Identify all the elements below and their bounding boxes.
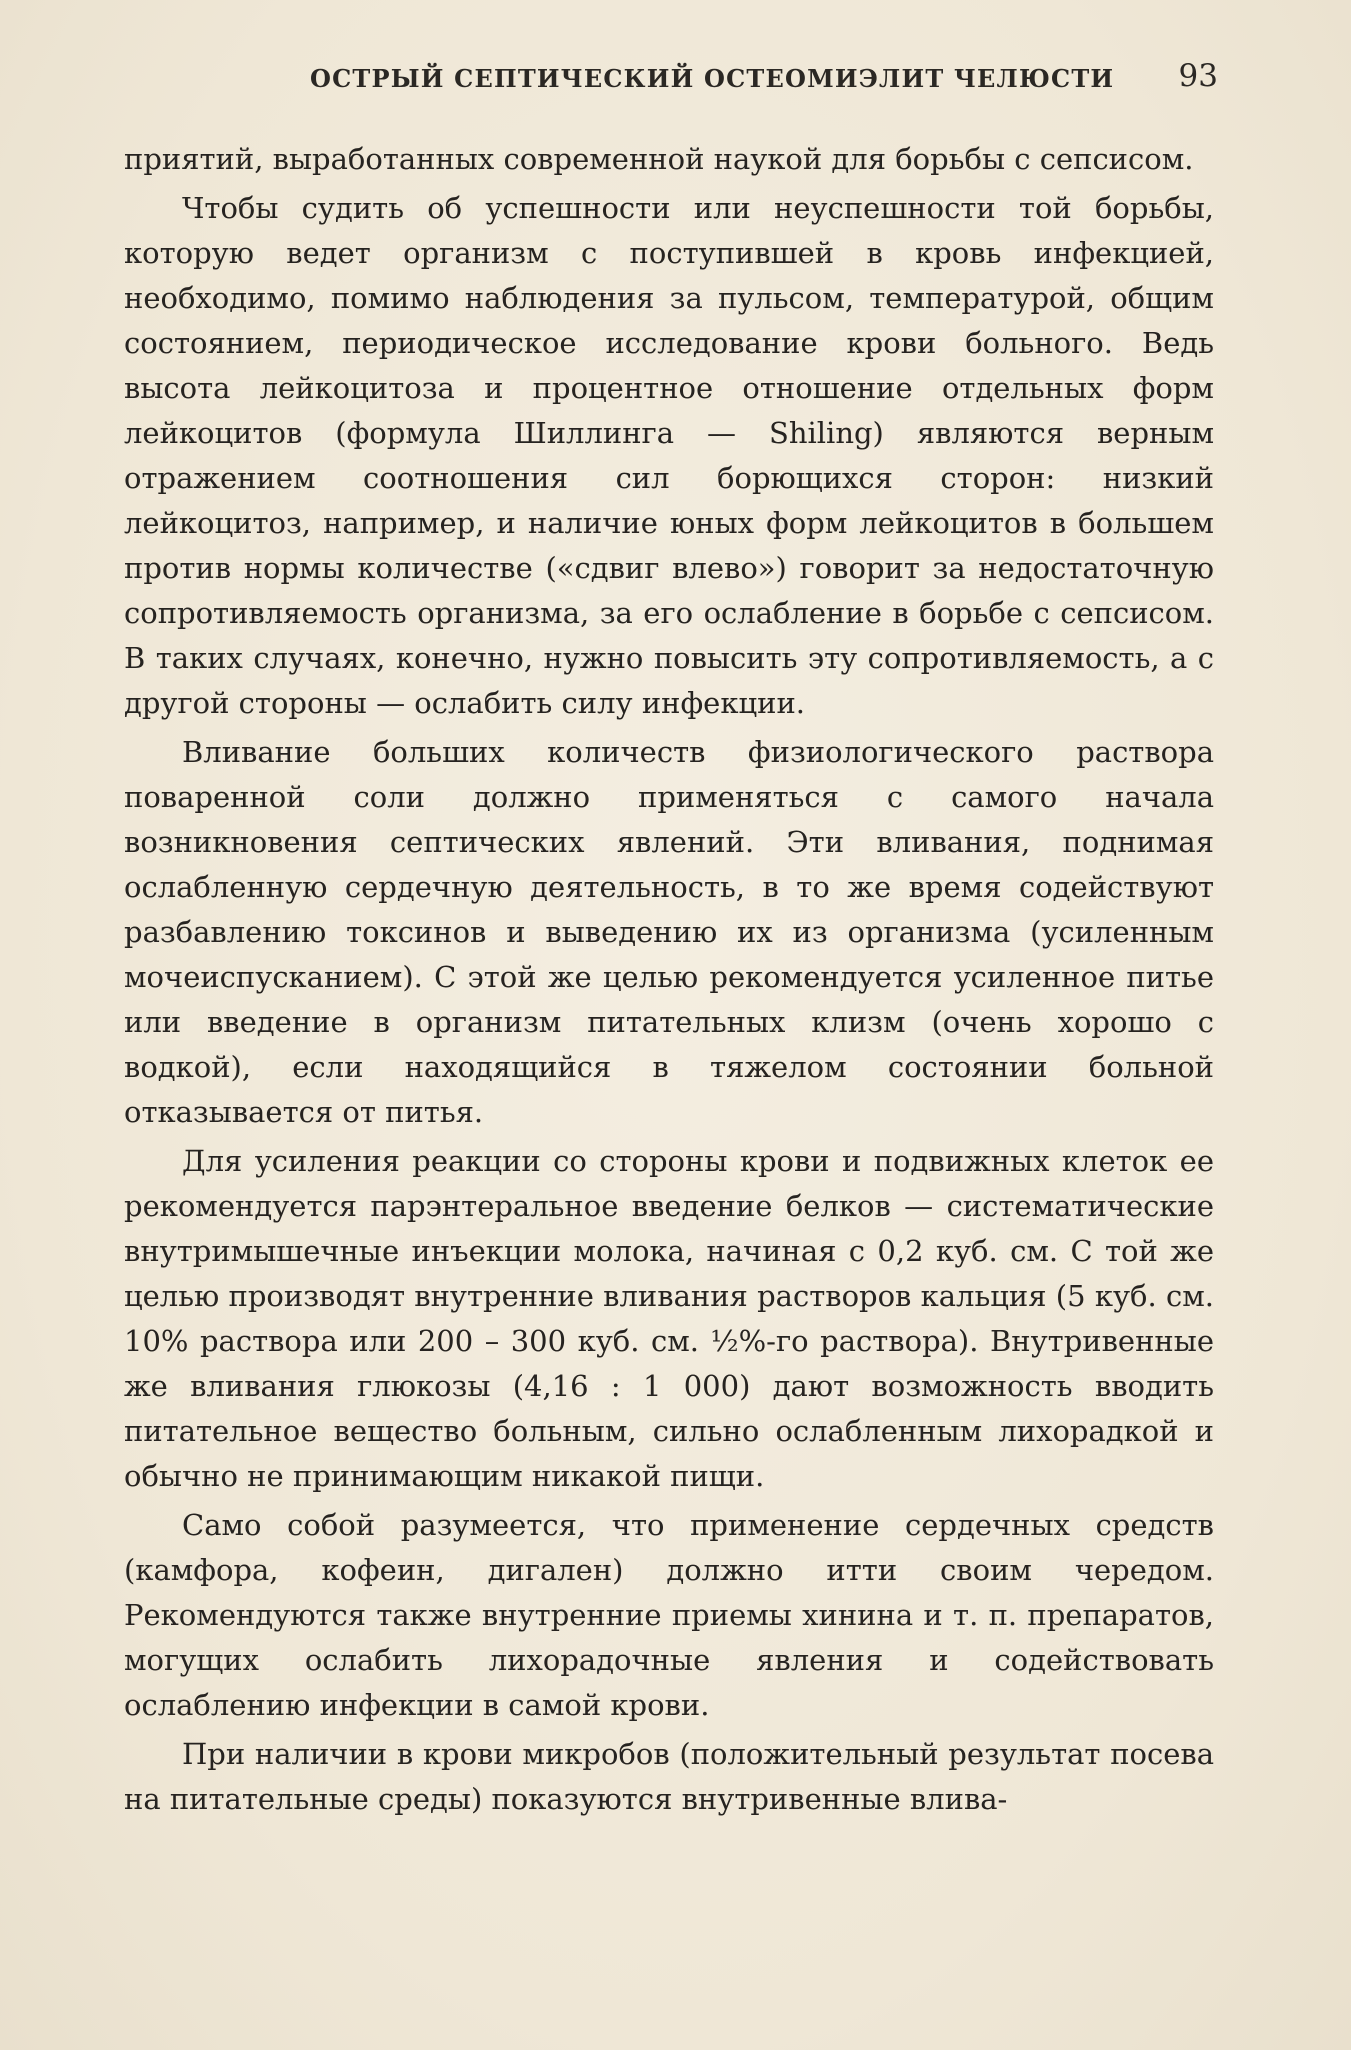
body-text (124, 137, 1214, 1826)
paragraph-cardiac-agents: Само собой разумеется, что применение сердечных средств (камфора, кофеин, дигален) должно итти своим чередом. Рекомендуются также внутренние приемы хинина и т. п. препаратов, могущих ослабить лихорадочные явления и содействовать ослаблению инфекции в самой крови. (124, 1508, 1214, 1722)
paragraph-continued: приятий, выработанных современной наукой для борьбы с сепсисом. (124, 142, 1194, 176)
page-number: 93 (1178, 58, 1218, 94)
page-header (120, 58, 1220, 98)
paragraph-saline-infusion: Вливание больших количеств физиологического раствора поваренной соли должно применяться с самого начала возникновения септических явлений. Эти вливания, поднимая ослабленную сердечную деятельность, в то же время содействуют разбавлению токсинов и выведению их из организма (усиленным мочеиспусканием). С этой же целью рекомендуется усиленное питье или введение в организм питательных клизм (очень хорошо с водкой), если находящийся в тяжелом состоянии больной отказывается от питья. (124, 735, 1214, 1129)
paragraph-protein-therapy: Для усиления реакции со стороны крови и подвижных клеток ее рекомендуется парэнтеральное введение белков — систематические внутримышечные инъекции молока, начиная с 0,2 куб. см. С той же целью производят внутренние вливания растворов кальция (5 куб. см. 10% раствора или 200 – 300 куб. см. ½%-го раствора). Внутривенные же вливания глюкозы (4,16 : 1 000) дают возможность вводить питательное вещество больным, сильно ослабленным лихорадкой и обычно не принимающим никакой пищи. (124, 1144, 1214, 1493)
paragraph-blood-analysis: Чтобы судить об успешности или неуспешности той борьбы, которую ведет организм с поступившей в кровь инфекцией, необходимо, помимо наблюдения за пульсом, температурой, общим состоянием, периодическое исследование крови больного. Ведь высота лейкоцитоза и процентное отношение отдельных форм лейкоцитов (формула Шиллинга — Shiling) являются верным отражением соотношения сил борющихся сторон: низкий лейкоцитоз, например, и наличие юных форм лейкоцитов в большем против нормы количестве («сдвиг влево») говорит за недостаточную сопротивляемость организма, за его ослабление в борьбе с сепсисом. В таких случаях, конечно, нужно повысить эту сопротивляемость, а с другой стороны — ослабить силу инфекции. (124, 191, 1214, 720)
paragraph-microbes: При наличии в крови микробов (положительный результат посева на питательные среды) показуются внутривенные влива- (124, 1737, 1214, 1816)
running-title: ОСТРЫЙ СЕПТИЧЕСКИЙ ОСТЕОМИЭЛИТ ЧЕЛЮСТИ (310, 64, 1115, 93)
